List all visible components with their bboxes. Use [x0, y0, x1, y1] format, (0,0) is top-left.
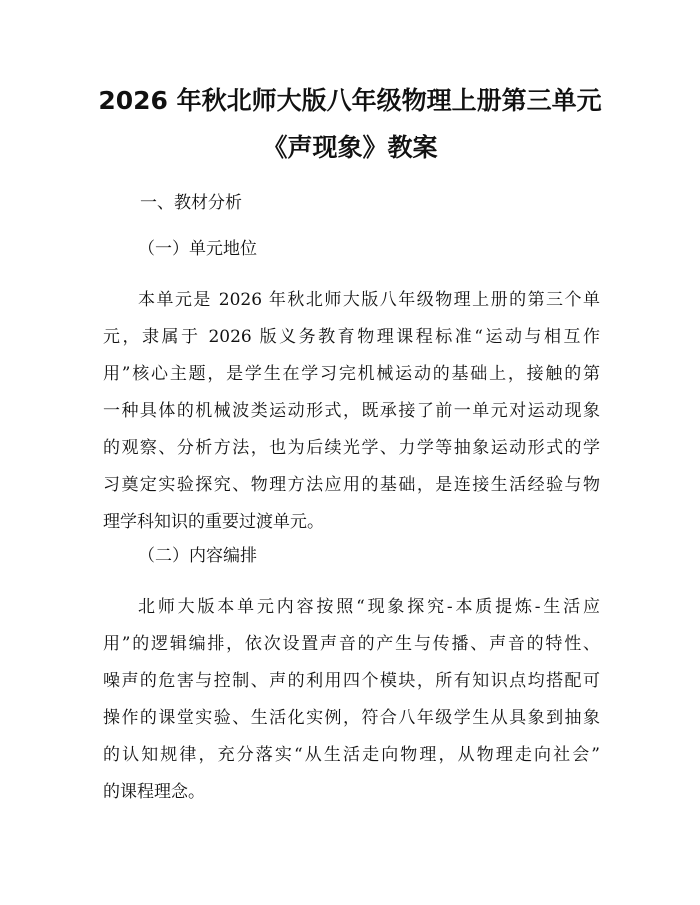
paragraph-line: 一种具体的机械波类运动形式，既承接了前一单元对运动现象	[103, 401, 600, 421]
paragraph-line: 用”的逻辑编排，依次设置声音的产生与传播、声音的特性、	[103, 634, 600, 654]
paragraph-line: 的观察、分析方法，也为后续光学、力学等抽象运动形式的学	[103, 438, 600, 458]
paragraph-line: 的课程理念。	[103, 782, 205, 802]
paragraph-line: 的认知规律，充分落实“从生活走向物理，从物理走向社会”	[103, 745, 600, 765]
paragraph-line: 理学科知识的重要过渡单元。	[103, 512, 324, 532]
document-title-line-1: 2026 年秋北师大版八年级物理上册第三单元	[98, 86, 602, 115]
paragraph-line: 元，隶属于 2026 版义务教育物理课程标准“运动与相互作	[103, 327, 600, 347]
paragraph-line: 用”核心主题，是学生在学习完机械运动的基础上，接触的第	[103, 364, 600, 384]
subsection-heading-content-arrangement: （二）内容编排	[138, 546, 257, 566]
paragraph-line: 习奠定实验探究、物理方法应用的基础，是连接生活经验与物	[103, 475, 600, 495]
subsection-heading-unit-position: （一）单元地位	[138, 239, 257, 259]
paragraph-line: 北师大版本单元内容按照“现象探究-本质提炼-生活应	[138, 597, 600, 617]
paragraph-line: 噪声的危害与控制、声的利用四个模块，所有知识点均搭配可	[103, 671, 600, 691]
paragraph-line: 操作的课堂实验、生活化实例，符合八年级学生从具象到抽象	[103, 708, 600, 728]
section-heading-materials-analysis: 一、教材分析	[140, 193, 242, 213]
document-title-line-2: 《声现象》教案	[262, 133, 438, 162]
paragraph-line: 本单元是 2026 年秋北师大版八年级物理上册的第三个单	[138, 290, 600, 310]
